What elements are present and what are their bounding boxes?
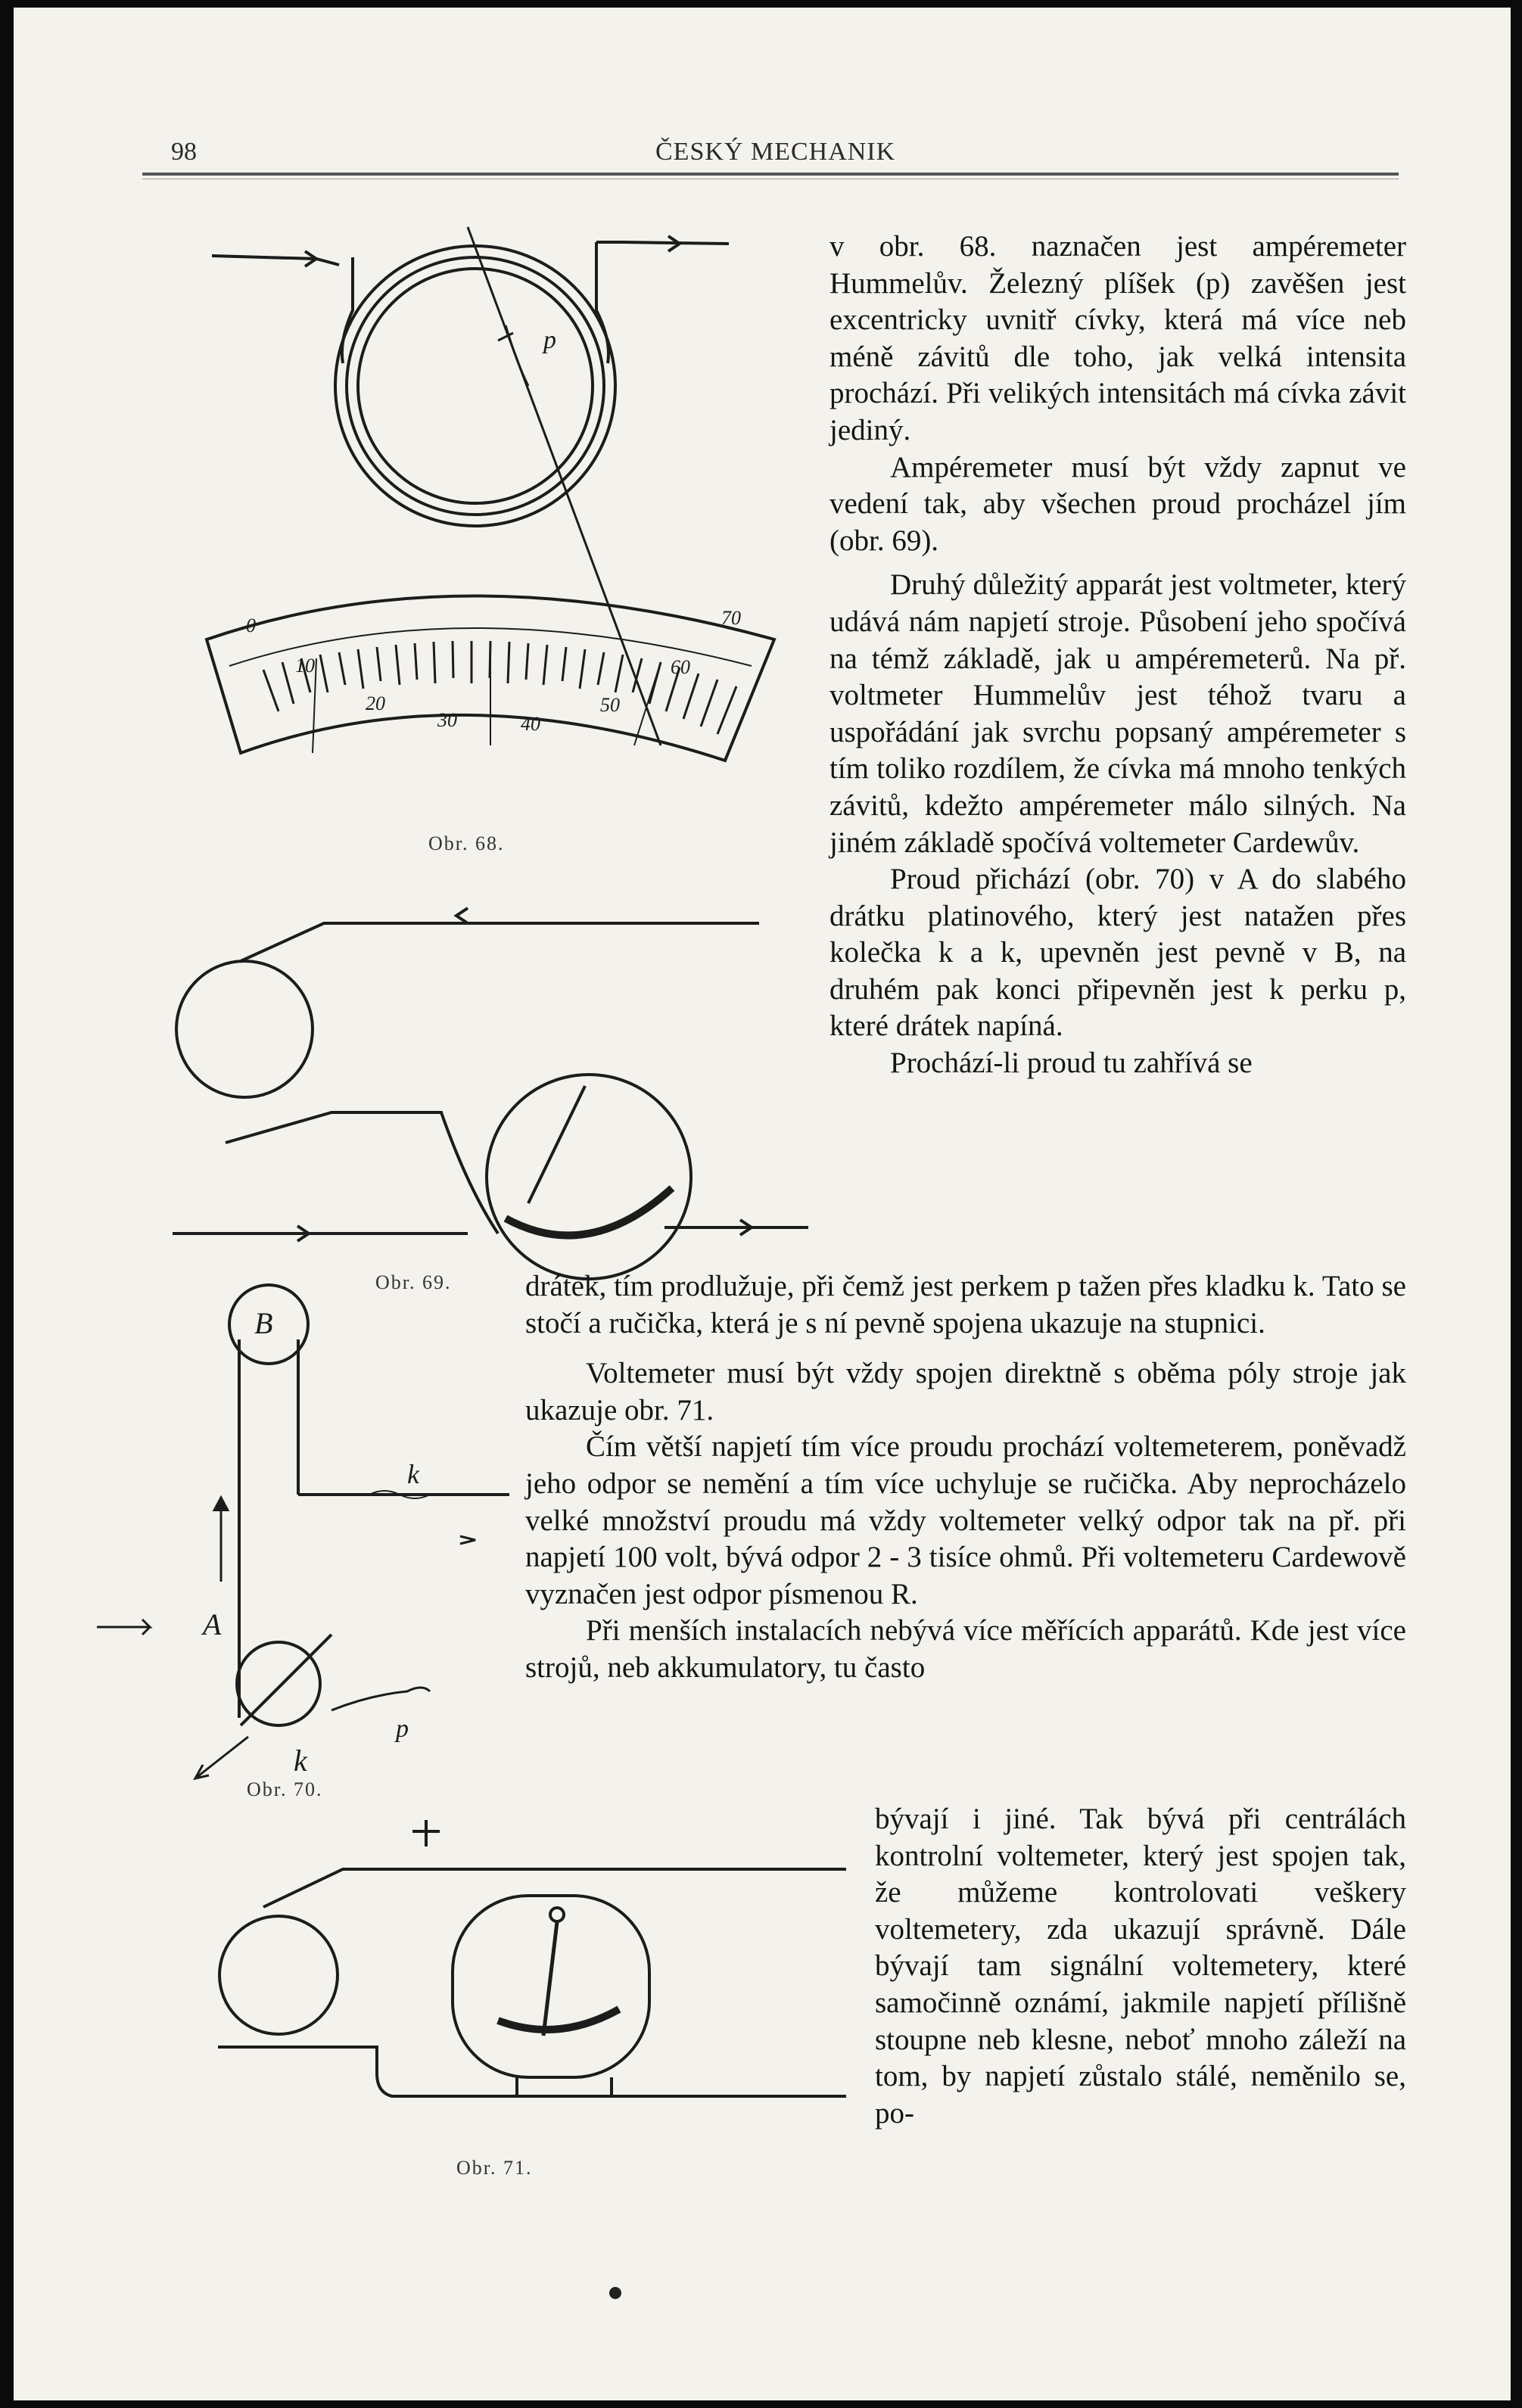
text-column-wide [525, 1268, 1406, 1687]
running-title: ČESKÝ MECHANIK [655, 138, 896, 166]
paragraph: Voltemeter musí být vždy spojen direktně s oběma póly stroje jak ukazuje obr. 71. [525, 1357, 1406, 1426]
scale-label-40: 40 [521, 713, 540, 735]
fig68-caption: Obr. 68. [428, 832, 505, 854]
book-page [14, 8, 1511, 2400]
fig70-label-p: p [396, 1715, 409, 1743]
fig69-drawing [173, 908, 808, 1279]
page-dot [609, 2287, 621, 2299]
scale-label-0: 0 [246, 614, 256, 636]
paragraph: Čím větší napjetí tím více proudu prochází voltemeterem, poněvadž jeho odpor se nemění a tím více uchyluje se ručička. Aby neprocházelo velké množství proudu má vždy voltemeter velký odpor tak na př. při napjetí 100 volt, bývá odpor 2 - 3 tisíce ohmů. Při voltemeteru Cardewově vyznačen jest odpor písmenou R. [525, 1430, 1406, 1610]
paragraph: bývají i jiné. Tak bývá při centrálách kontrolní voltemeter, který jest spojen tak, že můžeme kontrolovati veškery voltemetery, zda ukazují správně. Dále bývají tam signální voltemetery, které samočinně oznámí, jakmile napjetí přílišně stoupne neb klesne, neboť mnoho záleží na tom, by napjetí zůstalo stálé, neměnilo se, po- [875, 1803, 1406, 2130]
paragraph: drátek, tím prodlužuje, při čemž jest perkem p tažen přes kladku k. Tato se stočí a ručička, která je s ní pevně spojena ukazuje na stupnici. [525, 1270, 1406, 1339]
scale-label-10: 10 [295, 655, 315, 677]
fig70-label-B: B [254, 1306, 273, 1340]
fig68-ammeter-drawing [207, 227, 774, 761]
paragraph: Ampéremeter musí být vždy zapnut ve vedení tak, aby všechen proud procházel jím (obr. 69). [829, 450, 1406, 557]
paragraph: Při menších instalacích nebývá více měřících apparátů. Kde jest více strojů, neb akkumulatory, tu často [525, 1614, 1406, 1684]
fig70-label-A: A [203, 1607, 222, 1641]
text-column-right-lower [875, 1801, 1406, 2132]
text-column-right [829, 229, 1406, 1082]
scale-label-50: 50 [600, 694, 620, 716]
fig68-label-p: p [543, 326, 556, 354]
scale-label-60: 60 [671, 656, 690, 678]
paragraph: Druhý důležitý apparát jest voltmeter, který udává nám napjetí stroje. Působení jeho spočívá na témž základě, jak u ampéremeterů. Na př. voltmeter Hummelův jest téhož tvaru a uspořádání jak svrchu popsaný ampéremeter s tím toliko rozdílem, že cívka má mnoho tenkých závitů, kdežto ampéremeter málo silných. Na jiném základě spočívá voltemeter Cardewův. [829, 568, 1406, 859]
scale-label-20: 20 [366, 692, 385, 714]
scale-label-30: 30 [437, 709, 457, 731]
fig69-caption: Obr. 69. [375, 1271, 452, 1293]
scale-label-70: 70 [721, 607, 741, 629]
fig70-caption: Obr. 70. [247, 1778, 323, 1800]
page-number: 98 [171, 138, 197, 166]
fig71-caption: Obr. 71. [456, 2157, 533, 2179]
fig70-drawing [97, 1285, 509, 1778]
paragraph: Prochází-li proud tu zahřívá se [890, 1047, 1253, 1080]
fig70-label-k1: k [407, 1459, 419, 1489]
paragraph: Proud přichází (obr. 70) v A do slabého drátku platinového, který jest natažen přes kolečka k a k, upevněn jest pevně v B, na druhém pak konci připevněn jest k perku p, které drátek napíná. [829, 863, 1406, 1043]
fig71-drawing [218, 1820, 846, 2096]
fig70-label-k2: k [294, 1744, 307, 1778]
paragraph: v obr. 68. naznačen jest ampéremeter Hummelův. Železný plíšek (p) zavěšen jest excentricky uvnitř cívky, která má více neb méně závitů dle toho, jak velká intensita prochází. Při velikých intensitách má cívka závit jediný. [829, 230, 1406, 446]
